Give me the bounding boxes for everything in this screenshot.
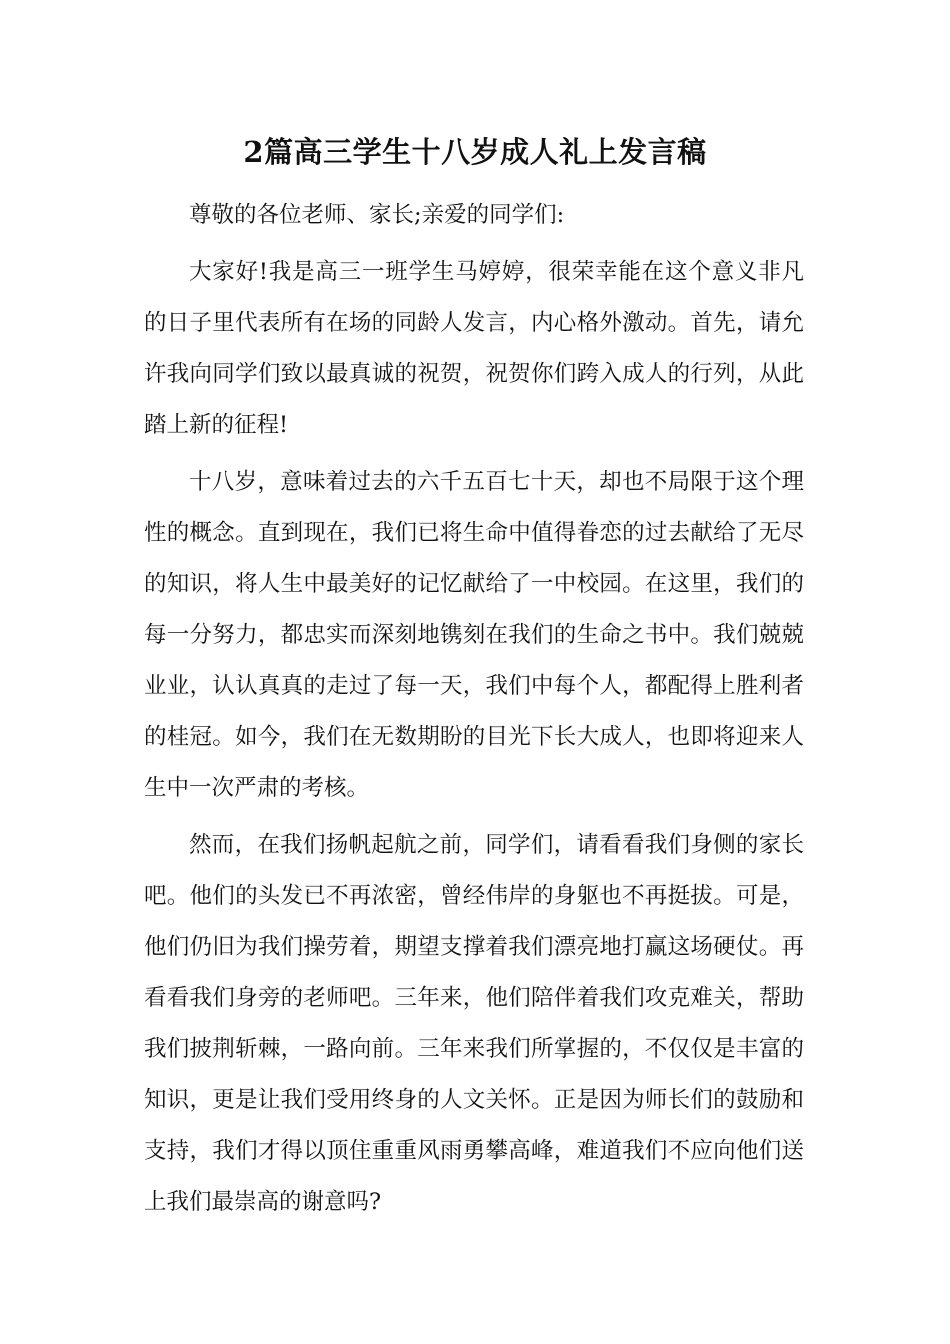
salutation-paragraph: 尊敬的各位老师、家长;亲爱的同学们: xyxy=(189,202,565,228)
document-body xyxy=(144,190,804,1228)
document-title: 2篇高三学生十八岁成人礼上发言稿 xyxy=(243,135,707,169)
body-paragraph: 然而，在我们扬帆起航之前，同学们，请看看我们身侧的家长吧。他们的头发已不再浓密，曾经伟岸的身躯也不再挺拔。可是，他们仍旧为我们操劳着，期望支撑着我们漂亮地打赢这场硬仗。再看看我们身旁的老师吧。三年来，他们陪伴着我们攻克难关，帮助我们披荆斩棘，一路向前。三年来我们所掌握的，不仅仅是丰富的知识，更是让我们受用终身的人文关怀。正是因为师长们的鼓励和支持，我们才得以顶住重重风雨勇攀高峰，难道我们不应向他们送上我们最崇高的谢意吗? xyxy=(144,832,804,1215)
body-paragraph: 十八岁，意味着过去的六千五百七十天，却也不局限于这个理性的概念。直到现在，我们已将生命中值得眷恋的过去献给了无尽的知识，将人生中最美好的记忆献给了一中校园。在这里，我们的每一分努力，都忠实而深刻地镌刻在我们的生命之书中。我们兢兢业业，认认真真的走过了每一天，我们中每个人，都配得上胜利者的桂冠。如今，我们在无数期盼的目光下长大成人，也即将迎来人生中一次严肃的考核。 xyxy=(144,469,804,801)
body-paragraph: 大家好!我是高三一班学生马婷婷，很荣幸能在这个意义非凡的日子里代表所有在场的同龄人发言，内心格外激动。首先，请允许我向同学们致以最真诚的祝贺，祝贺你们跨入成人的行列，从此踏上新的征程! xyxy=(144,259,804,438)
